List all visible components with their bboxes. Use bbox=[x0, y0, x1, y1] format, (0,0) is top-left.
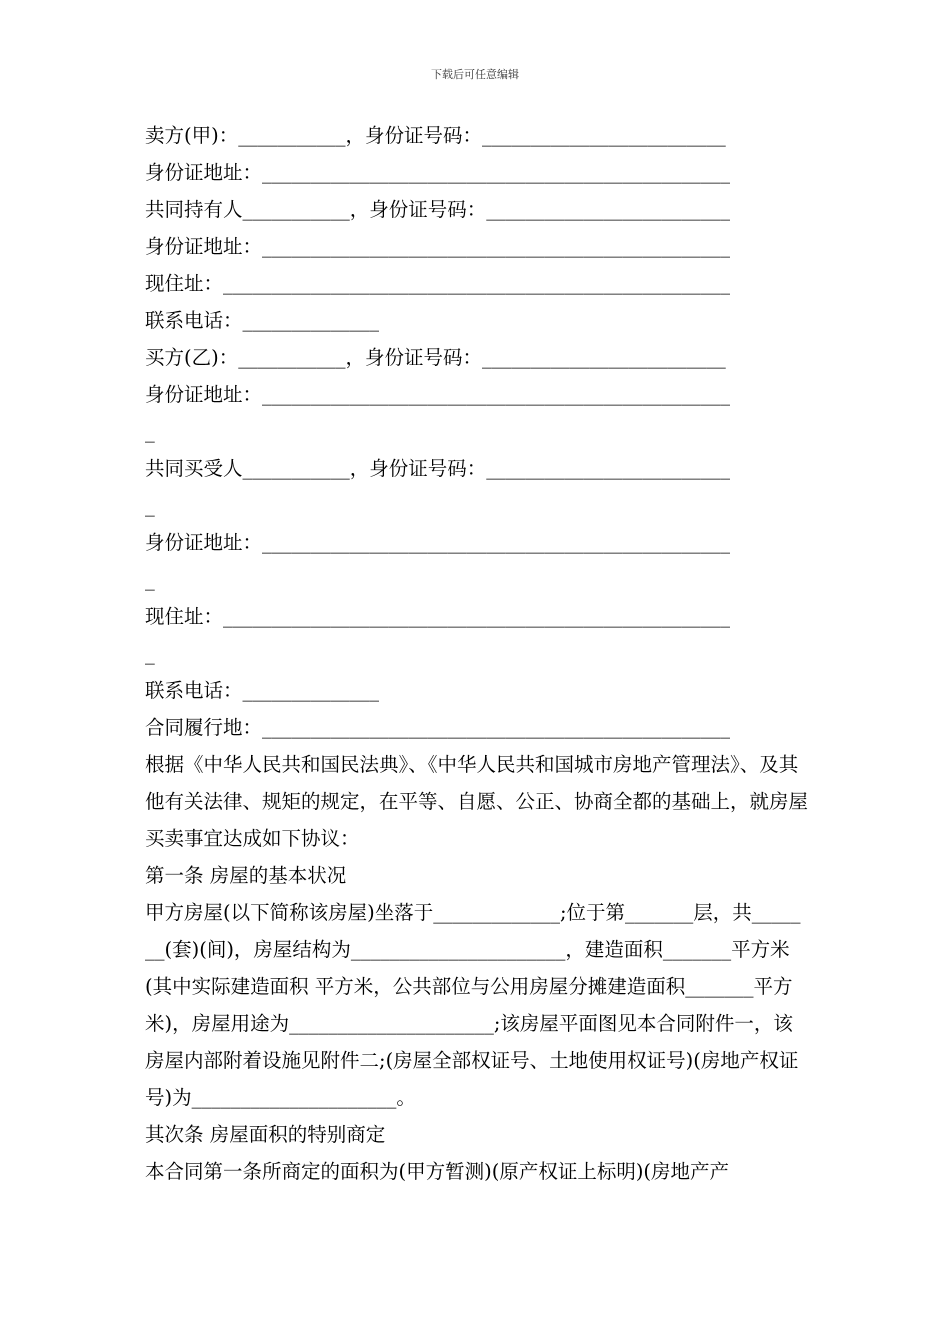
co-owner-line: 共同持有人___________，身份证号码：_________________________ bbox=[145, 198, 731, 221]
article2-body: 本合同第一条所商定的面积为(甲方暂测)(原产权证上标明)(房地产产 bbox=[145, 1160, 730, 1183]
buyer-id-address-line: 身份证地址：________________________________________________ bbox=[145, 383, 731, 406]
buyer-current-address-line: 现住址：____________________________________________________ bbox=[145, 605, 731, 628]
wrap-underscore: _ bbox=[145, 494, 155, 517]
buyer-phone-line: 联系电话：______________ bbox=[145, 679, 380, 702]
wrap-underscore: _ bbox=[145, 420, 155, 443]
wrap-underscore: _ bbox=[145, 642, 155, 665]
seller-phone-line: 联系电话：______________ bbox=[145, 309, 380, 332]
buyer-line: 买方(乙)：___________，身份证号码：_________________________ bbox=[145, 346, 726, 369]
seller-line: 卖方(甲)：___________，身份证号码：_________________________ bbox=[145, 124, 726, 147]
seller-current-address-line: 现住址：____________________________________________________ bbox=[145, 272, 731, 295]
article1-body: 甲方房屋(以下简称该房屋)坐落于_____________;位于第_______层，共_______(套)(间)，房屋结构为______________________，建造面积_______平方米(其中实际建造面积 平方米，公共部位与公用房屋分摊建造面积_______平方米)，房屋用途为_____________________;该房屋平面图见本合同附件一，该房屋内部附着设施见附件二;(房屋全部权证号、土地使用权证号)(房地产权证号)为_____________________。 bbox=[145, 901, 801, 1109]
co-buyer-id-address-line: 身份证地址：________________________________________________ bbox=[145, 531, 731, 554]
page-header-note: 下载后可任意编辑 bbox=[431, 68, 519, 81]
co-buyer-line: 共同买受人___________，身份证号码：_________________________ bbox=[145, 457, 731, 480]
seller-id-address-line: 身份证地址：________________________________________________ bbox=[145, 161, 731, 184]
article1-title: 第一条 房屋的基本状况 bbox=[145, 864, 347, 887]
preamble-paragraph: 根据《中华人民共和国民法典》、《中华人民共和国城市房地产管理法》、及其他有关法律、规矩的规定，在平等、自愿、公正、协商全都的基础上，就房屋买卖事宜达成如下协议： bbox=[145, 753, 809, 850]
contract-body bbox=[145, 117, 810, 1190]
wrap-underscore: _ bbox=[145, 568, 155, 591]
co-owner-id-address-line: 身份证地址：________________________________________________ bbox=[145, 235, 731, 258]
article2-title: 其次条 房屋面积的特别商定 bbox=[145, 1123, 386, 1146]
contract-place-line: 合同履行地：________________________________________________ bbox=[145, 716, 731, 739]
